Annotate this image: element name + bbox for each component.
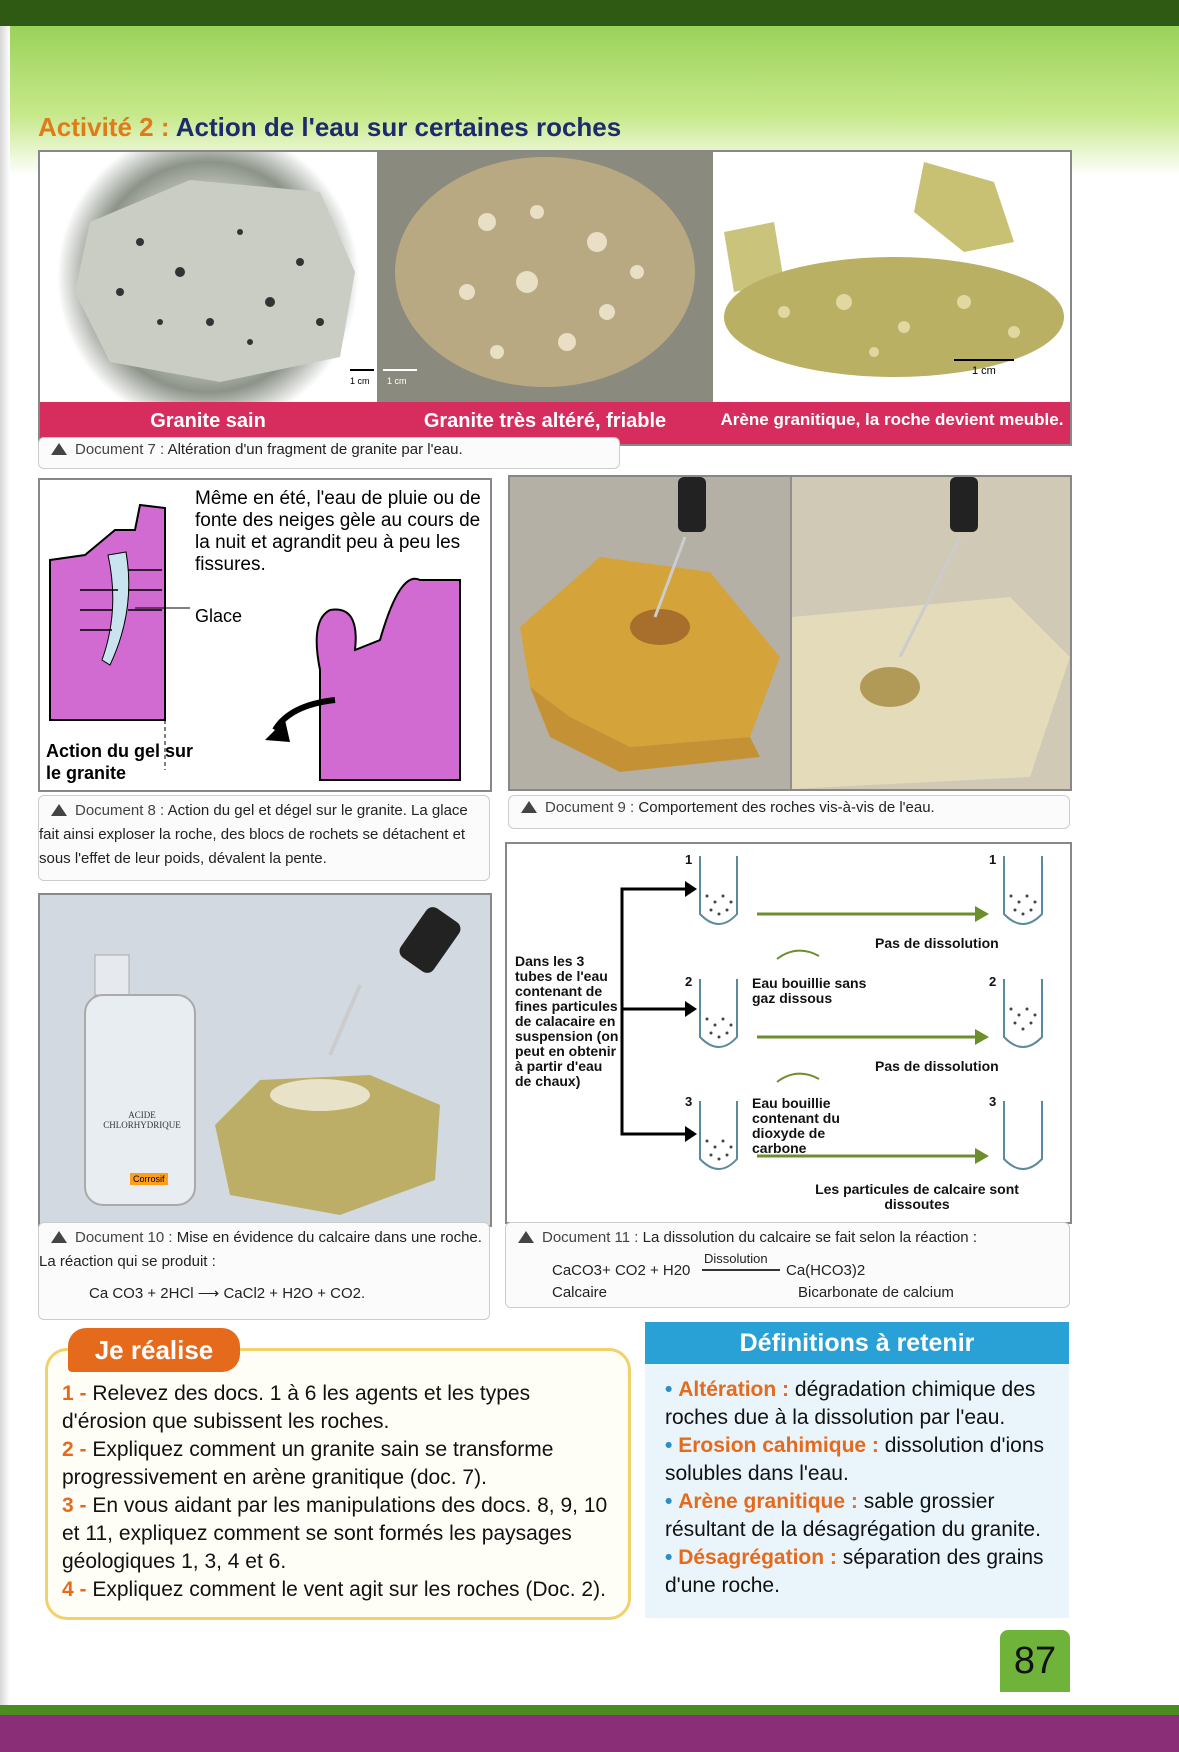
definition-item: • Arène granitique : sable grossier résultant de la désagrégation du granite. — [665, 1490, 1041, 1541]
doc8-caption-title: Document 8 : — [75, 802, 165, 819]
definition-item: • Erosion cahimique : dissolution d'ions solubles dans l'eau. — [665, 1434, 1045, 1485]
tube-number: 1 — [685, 852, 693, 867]
doc9-caption-title: Document 9 : — [545, 799, 635, 816]
tube-number: 3 — [989, 1094, 997, 1109]
triangle-icon — [521, 801, 537, 813]
arene-rock — [714, 152, 1070, 402]
doc11-intro: Dans les 3 tubes de l'eau contenant de fines particules de calacaire en suspension (on peut en obtenir à partir d'eau de chaux) — [515, 953, 619, 1089]
page-fold — [0, 26, 10, 1726]
label-arene: Arène granitique, la roche devient meuble. — [720, 410, 1064, 429]
doc10-caption-title: Document 10 : — [75, 1229, 173, 1246]
activity-title — [38, 112, 621, 143]
question-4: 4 - Expliquez comment le vent agit sur les roches (Doc. 2). — [62, 1578, 606, 1601]
doc10-figure — [38, 893, 492, 1227]
doc10-caption — [38, 1222, 490, 1320]
definition-item: • Altération : dégradation chimique des roches due à la dissolution par l'eau. — [665, 1378, 1036, 1429]
granite-altere-rock — [377, 152, 713, 402]
photo-arene-granitique — [714, 152, 1070, 402]
corrosif-tag: Corrosif — [130, 1173, 168, 1185]
doc8-caption — [38, 795, 490, 881]
reaction-left: CaCO3+ CO2 + H20 — [552, 1262, 691, 1279]
svg-text:1 cm: 1 cm — [350, 376, 370, 386]
definitions-title: Définitions à retenir — [645, 1322, 1069, 1364]
doc10-caption-text: Mise en évidence du calcaire dans une roche. La réaction qui se produit : — [39, 1229, 482, 1270]
triangle-icon — [51, 1231, 67, 1243]
photo-granite-altere — [377, 152, 713, 402]
doc8-caption-text: Action du gel et dégel sur le granite. La glace fait ainsi exploser la roche, des blocs de rochets se détachent et sous l'effet de leur poids, dévalent la pente. — [39, 802, 468, 867]
doc9-figure — [508, 475, 1072, 791]
doc7-caption-text: Altération d'un fragment de granite par l'eau. — [167, 441, 463, 458]
result-dissoutes: Les particules de calcaire sont dissoutes — [815, 1181, 1019, 1212]
doc11-caption-text: La dissolution du calcaire se fait selon la réaction : — [642, 1229, 977, 1246]
reaction-arrow — [702, 1269, 780, 1271]
question-3: 3 - En vous aidant par les manipulations des docs. 8, 9, 10 et 11, expliquez comment se sont formés les paysages géologiques 1, 3, 4 et 6. — [62, 1494, 608, 1573]
doc10-equation: Ca CO3 + 2HCl ⟶ CaCl2 + H2O + CO2. — [89, 1285, 366, 1302]
triangle-icon — [51, 443, 67, 455]
glace-label: Glace — [195, 606, 243, 626]
bottom-band — [0, 1705, 1179, 1752]
label-granite-sain: Granite sain — [150, 410, 266, 432]
doc11-caption-title: Document 11 : — [542, 1229, 639, 1246]
doc8-frost-text: Même en été, l'eau de pluie ou de fonte des neiges gèle au cours de la nuit et agrandit peu à peu les fissures. — [195, 488, 481, 575]
granite-sain-rock — [40, 152, 376, 402]
question-1: 1 - Relevez des docs. 1 à 6 les agents et les types d'érosion que subissent les roches. — [62, 1382, 531, 1433]
action-gel-label: Action du gel sur le granite — [46, 741, 194, 783]
question-2: 2 - Expliquez comment un granite sain se transforme progressivement en arène granitique (doc. 7). — [62, 1438, 554, 1489]
reaction-arrow-label: Dissolution — [704, 1251, 768, 1266]
eau-bouillie-co2: Eau bouillie contenant du dioxyde de carbone — [752, 1095, 840, 1156]
label-granite-altere: Granite très altéré, friable — [423, 410, 667, 432]
doc10-photo — [40, 895, 490, 1225]
photo-granite-sain — [40, 152, 376, 402]
reactant-name: Calcaire — [552, 1284, 608, 1301]
doc11-figure — [505, 842, 1072, 1224]
definition-item: • Désagrégation : séparation des grains d'une roche. — [665, 1546, 1044, 1597]
page-number: 87 — [1000, 1630, 1070, 1692]
doc8-figure — [38, 478, 492, 792]
tube-number: 2 — [685, 974, 693, 989]
svg-text:1 cm: 1 cm — [387, 376, 407, 386]
tube-number: 3 — [685, 1094, 693, 1109]
activity-name: Action de l'eau sur certaines roches — [175, 112, 622, 142]
activity-number: Activité 2 : — [38, 112, 170, 142]
eau-bouillie-sans-gaz: Eau bouillie sans gaz dissous — [752, 975, 867, 1006]
doc9-caption — [508, 795, 1070, 829]
doc7-caption — [38, 437, 620, 469]
doc9-photos — [510, 477, 1070, 789]
top-border — [0, 0, 1179, 26]
tube-number: 2 — [989, 974, 997, 989]
triangle-icon — [518, 1231, 534, 1243]
result-pas-dissolution-1: Pas de dissolution — [875, 935, 999, 951]
triangle-icon — [51, 804, 67, 816]
tube-number: 1 — [989, 852, 997, 867]
product-name: Bicarbonate de calcium — [798, 1284, 954, 1301]
doc11-caption — [505, 1222, 1070, 1308]
doc9-caption-text: Comportement des roches vis-à-vis de l'eau. — [638, 799, 935, 816]
je-realise-title: Je réalise — [68, 1328, 240, 1372]
doc7-caption-title: Document 7 : — [75, 441, 165, 458]
result-pas-dissolution-2: Pas de dissolution — [875, 1058, 999, 1074]
reaction-right: Ca(HCO3)2 — [786, 1262, 866, 1279]
bottle-label: ACIDE CHLORHYDRIQUE — [103, 1110, 181, 1130]
doc7-figure — [38, 150, 1072, 446]
svg-text:1 cm: 1 cm — [972, 365, 996, 377]
